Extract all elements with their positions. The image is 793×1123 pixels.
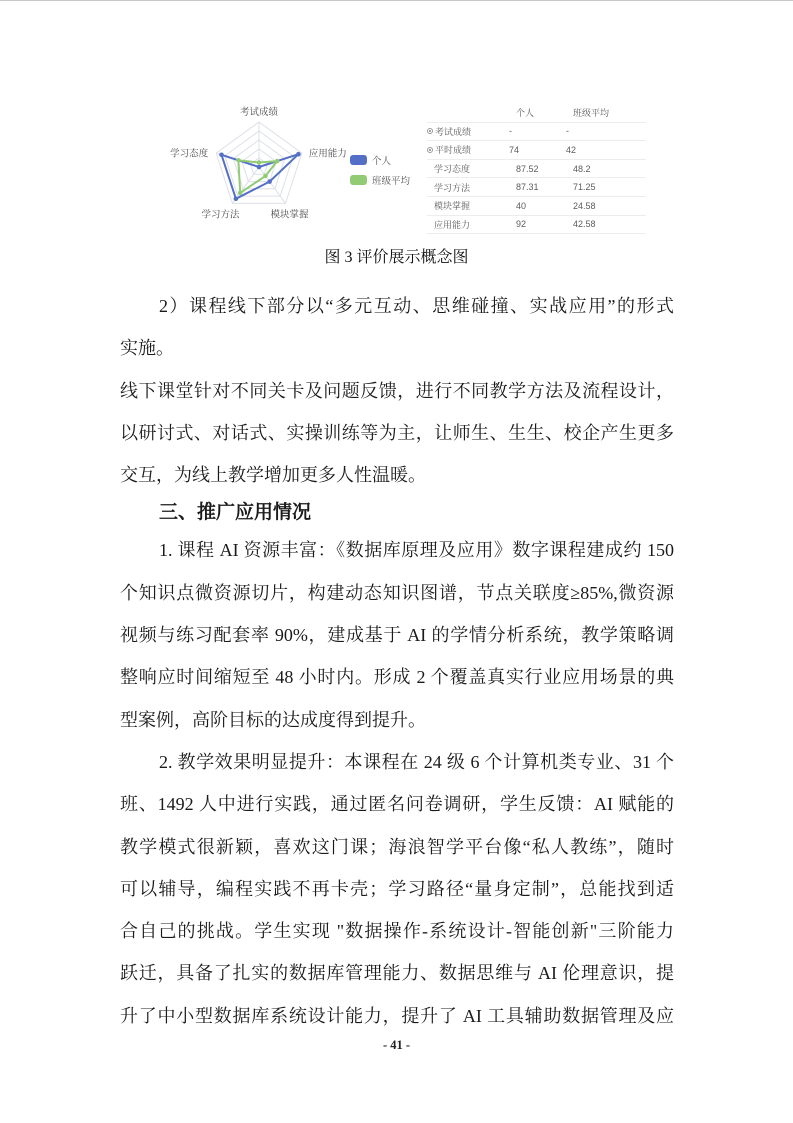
radar-chart bbox=[158, 97, 363, 237]
table-row bbox=[427, 178, 646, 197]
table-row bbox=[427, 123, 646, 142]
radar-point bbox=[296, 152, 301, 157]
legend-swatch bbox=[350, 175, 367, 185]
text-line: 以研讨式、对话式、实操训练等为主，让师生、生生、校企产生更多 bbox=[120, 422, 674, 443]
radar-point bbox=[219, 153, 224, 158]
table-cell: 40 bbox=[516, 200, 527, 211]
text-line: 跃迁，具备了扎实的数据库管理能力、数据思维与 AI 伦理意识，提 bbox=[120, 963, 674, 984]
radar-axis-label: 学习方法 bbox=[201, 209, 240, 221]
row-label: 考试成绩 bbox=[435, 126, 472, 137]
radar-axis-label: 应用能力 bbox=[308, 148, 347, 160]
row-label: 学习方法 bbox=[434, 182, 471, 193]
table-cell bbox=[427, 199, 516, 212]
table-row bbox=[427, 160, 646, 179]
row-label: 平时成绩 bbox=[435, 145, 472, 156]
table-cell: 48.2 bbox=[573, 163, 591, 174]
table-cell: 24.58 bbox=[573, 200, 596, 211]
figure-caption: 图 3 评价展示概念图 bbox=[324, 249, 469, 266]
table-cell: 班级平均 bbox=[573, 108, 610, 119]
table-cell bbox=[427, 143, 509, 156]
radar-point bbox=[257, 160, 262, 165]
table-cell: 87.52 bbox=[516, 163, 539, 174]
text-line: 1. 课程 AI 资源丰富：《数据库原理及应用》数字课程建成约 150 bbox=[159, 540, 674, 561]
table-cell: 71.25 bbox=[573, 182, 596, 193]
text-line: 交互，为线上教学增加更多人性温暖。 bbox=[120, 465, 426, 486]
row-label: 学习态度 bbox=[434, 164, 471, 175]
table-row bbox=[427, 197, 646, 216]
text-line: 班、1492 人中进行实践，通过匿名问卷调研，学生反馈：AI 赋能的 bbox=[120, 794, 674, 815]
text-line: 2）课程线下部分以“多元互动、思维碰撞、实战应用”的形式 bbox=[159, 296, 674, 316]
table-row bbox=[427, 216, 646, 235]
table-cell: 个人 bbox=[516, 108, 535, 119]
table-cell: 42.58 bbox=[573, 219, 596, 230]
body-text bbox=[120, 285, 674, 1037]
table-cell: - bbox=[509, 126, 512, 137]
section-heading: 三、推广应用情况 bbox=[159, 502, 312, 524]
radar-point bbox=[257, 165, 262, 170]
text-line: 整响应时间缩短至 48 小时内。形成 2 个覆盖真实行业应用场景的典 bbox=[120, 667, 674, 688]
radar-point bbox=[236, 158, 241, 163]
bullseye-icon bbox=[427, 147, 433, 153]
radar-axis-label: 模块掌握 bbox=[270, 209, 309, 221]
legend-item bbox=[350, 173, 410, 187]
text-line: 可以辅导，编程实践不再卡壳；学习路径“量身定制”，总能找到适 bbox=[120, 878, 674, 899]
table-cell: 42 bbox=[566, 144, 577, 155]
row-label: 模块掌握 bbox=[434, 201, 471, 212]
table-cell: - bbox=[566, 126, 569, 137]
table-cell bbox=[427, 181, 516, 194]
table-cell: 92 bbox=[516, 219, 527, 230]
text-line: 视频与练习配套率 90%，建成基于 AI 的学情分析系统，教学策略调 bbox=[120, 625, 674, 646]
figure-table bbox=[427, 104, 646, 234]
radar-point bbox=[275, 159, 280, 164]
row-label: 应用能力 bbox=[434, 219, 471, 230]
text-line: 教学模式很新颖，喜欢这门课；海浪智学平台像“私人教练”，随时 bbox=[120, 836, 674, 857]
radar-axis-label: 考试成绩 bbox=[239, 107, 279, 118]
text-line: 合自己的挑战。学生实现 "数据操作-系统设计-智能创新"三阶能力 bbox=[120, 921, 674, 942]
legend-label: 个人 bbox=[372, 156, 392, 167]
legend-swatch bbox=[350, 155, 367, 165]
radar-point bbox=[234, 197, 239, 202]
radar-point bbox=[238, 191, 243, 196]
table-row bbox=[427, 141, 646, 160]
legend-item bbox=[350, 153, 410, 167]
legend-label: 班级平均 bbox=[372, 176, 411, 187]
radar-axis-label: 学习态度 bbox=[170, 148, 209, 160]
radar-point bbox=[267, 179, 272, 184]
table-cell: 74 bbox=[509, 144, 520, 155]
radar-legend bbox=[350, 153, 410, 193]
table-row bbox=[427, 104, 646, 123]
page-number: - 41 - bbox=[382, 1038, 411, 1052]
text-line: 实施。 bbox=[120, 338, 174, 359]
text-line: 升了中小型数据库系统设计能力，提升了 AI 工具辅助数据管理及应 bbox=[120, 1005, 674, 1026]
table-cell: 87.31 bbox=[516, 182, 539, 193]
table-cell bbox=[427, 218, 516, 231]
bullseye-icon bbox=[427, 128, 433, 134]
text-line: 2. 教学效果明显提升：本课程在 24 级 6 个计算机类专业、31 个 bbox=[159, 751, 674, 772]
table-cell bbox=[427, 162, 516, 175]
text-line: 线下课堂针对不同关卡及问题反馈，进行不同教学方法及流程设计， bbox=[120, 380, 674, 401]
text-line: 个知识点微资源切片，构建动态知识图谱，节点关联度≥85%,微资源 bbox=[120, 582, 674, 603]
text-line: 型案例，高阶目标的达成度得到提升。 bbox=[120, 709, 426, 730]
radar-point bbox=[263, 174, 268, 179]
table-cell bbox=[427, 125, 509, 138]
